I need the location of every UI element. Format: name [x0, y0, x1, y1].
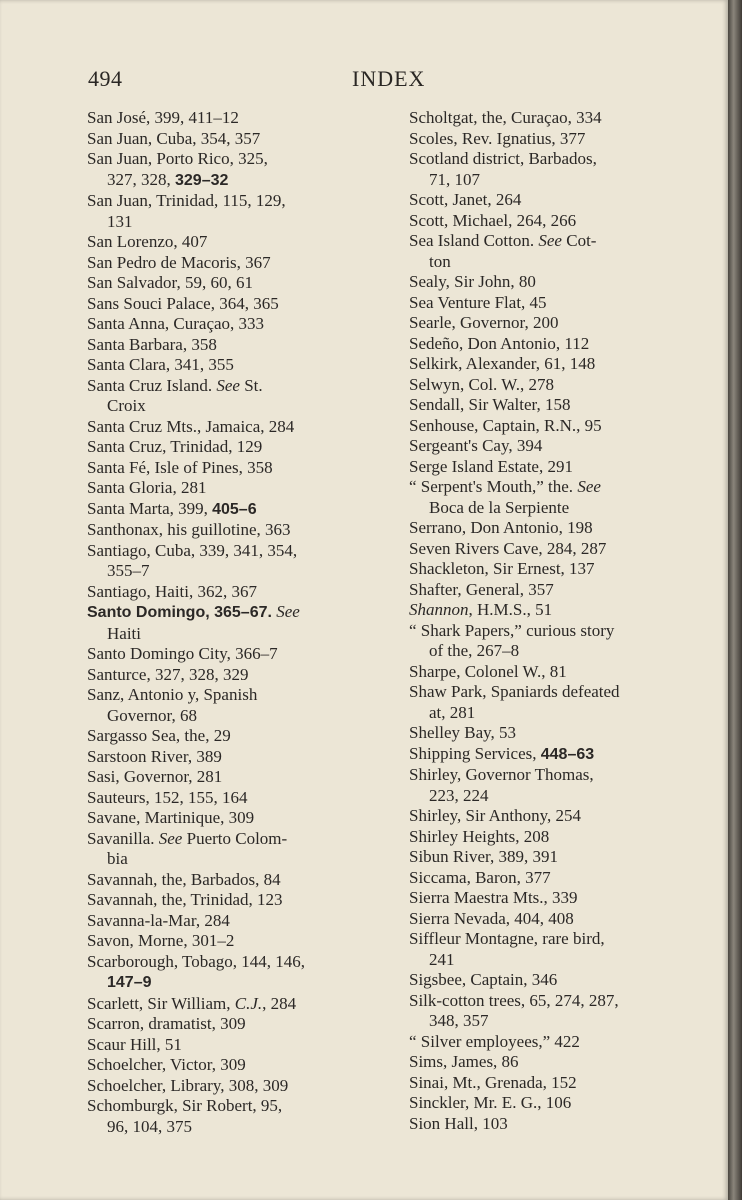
index-entry-line: San Juan, Cuba, 354, 357: [87, 128, 261, 148]
index-entry-line: Shafter, General, 357: [409, 579, 554, 599]
index-entry-line: Schoelcher, Library, 308, 309: [87, 1075, 289, 1095]
index-entry-continuation: at, 281: [429, 702, 476, 722]
index-entry-line: Santa Anna, Curaçao, 333: [87, 314, 265, 333]
index-entry-line: Scarron, dramatist, 309: [87, 1014, 246, 1033]
index-entry-line: Siffleur Montagne, rare bird,: [409, 929, 605, 948]
index-entry-line: Savannah, the, Barbados, 84: [87, 869, 281, 889]
index-entry: [409, 723, 701, 744]
index-entry: [87, 458, 379, 479]
index-entry-line: Sarstoon River, 389: [87, 746, 222, 766]
index-entry: [409, 395, 701, 416]
index-entry: [87, 499, 379, 521]
index-entry-line: Scholtgat, the, Curaçao, 334: [409, 108, 602, 127]
index-entry-continuation: bia: [107, 849, 128, 868]
index-entry: [87, 478, 379, 499]
index-entry-line: Sharpe, Colonel W., 81: [409, 661, 567, 681]
index-entry-line: Shackleton, Sir Ernest, 137: [409, 559, 595, 578]
index-column-right: [409, 108, 701, 1134]
index-entry-line: Savane, Martinique, 309: [87, 808, 255, 827]
index-entry-line: Sendall, Sir Walter, 158: [409, 395, 571, 414]
index-entry-continuation: 96, 104, 375: [107, 1116, 192, 1136]
index-entry-line: Santa Cruz, Trinidad, 129: [87, 437, 263, 456]
index-entry: [87, 767, 379, 788]
index-entry: [409, 806, 701, 827]
index-entry: [409, 765, 701, 806]
index-entry-line: Sierra Nevada, 404, 408: [409, 908, 574, 928]
index-entry: [87, 1076, 379, 1097]
index-entry: [409, 477, 701, 518]
index-entry-line: Seven Rivers Cave, 284, 287: [409, 538, 607, 558]
index-entry: [409, 682, 701, 723]
index-entry: [87, 314, 379, 335]
index-column-left: [87, 108, 379, 1137]
index-entry: [87, 665, 379, 686]
index-entry-line: Santo Domingo, 365–67. See: [87, 602, 300, 621]
index-entry-line: Scotland district, Barbados,: [409, 149, 597, 168]
index-entry: [409, 293, 701, 314]
index-entry-line: Santiago, Cuba, 339, 341, 354,: [87, 540, 298, 560]
index-entry: [87, 1055, 379, 1076]
index-entry: [409, 991, 701, 1032]
index-entry-line: Serge Island Estate, 291: [409, 456, 573, 476]
index-entry-continuation: 147–9: [107, 974, 152, 991]
index-entry-line: Sans Souci Palace, 364, 365: [87, 293, 279, 313]
index-entry-line: Savannah, the, Trinidad, 123: [87, 890, 283, 909]
index-entry: [87, 232, 379, 253]
index-entry: [409, 744, 701, 766]
index-entry-line: Santurce, 327, 328, 329: [87, 664, 249, 684]
index-entry: [409, 539, 701, 560]
book-spine-edge: [728, 0, 742, 1200]
index-entry-line: Scott, Janet, 264: [409, 190, 522, 209]
index-entry-line: Sibun River, 389, 391: [409, 847, 559, 866]
index-entry: [87, 149, 379, 191]
index-entry: [87, 1096, 379, 1137]
index-entry-continuation: Governor, 68: [107, 705, 197, 725]
index-entry: [409, 1093, 701, 1114]
index-entry-line: Sasi, Governor, 281: [87, 767, 223, 786]
index-entry: [87, 541, 379, 582]
index-entry-line: Sigsbee, Captain, 346: [409, 970, 558, 989]
index-entry: [87, 602, 379, 644]
index-entry-line: Scarborough, Tobago, 144, 146,: [87, 951, 306, 971]
index-entry: [87, 808, 379, 829]
index-entry-line: Santa Cruz Mts., Jamaica, 284: [87, 416, 295, 436]
index-entry: [409, 129, 701, 150]
index-entry: [87, 191, 379, 232]
index-entry: [87, 685, 379, 726]
index-entry: [409, 827, 701, 848]
index-entry-line: Silk-cotton trees, 65, 274, 287,: [409, 990, 619, 1010]
index-entry-continuation: 327, 328, 329–32: [107, 169, 229, 189]
index-entry-line: Santa Clara, 341, 355: [87, 355, 234, 374]
index-entry-line: Scoles, Rev. Ignatius, 377: [409, 128, 586, 148]
index-entry-line: Sierra Maestra Mts., 339: [409, 888, 578, 907]
index-entry: [409, 375, 701, 396]
page-header: [88, 66, 703, 96]
index-entry-continuation: 71, 107: [429, 169, 480, 189]
index-entry-line: Shipping Services, 448–63: [409, 743, 595, 763]
index-entry-line: Sinai, Mt., Grenada, 152: [409, 1072, 577, 1092]
index-entry: [87, 355, 379, 376]
index-entry-line: Sinckler, Mr. E. G., 106: [409, 1093, 572, 1112]
index-entry-continuation: Boca de la Serpiente: [429, 497, 570, 517]
index-entry: [409, 416, 701, 437]
index-entry: [87, 376, 379, 417]
index-entry-line: Searle, Governor, 200: [409, 313, 559, 332]
index-entry-line: Scott, Michael, 264, 266: [409, 210, 577, 230]
index-entry-line: Shannon, H.M.S., 51: [409, 600, 553, 619]
index-entry: [87, 129, 379, 150]
index-entry: [87, 1035, 379, 1056]
index-entry-line: Sea Venture Flat, 45: [409, 292, 547, 312]
index-entry-line: Sergeant's Cay, 394: [409, 436, 543, 455]
index-entry-line: Santa Gloria, 281: [87, 478, 207, 497]
index-entry-line: Selwyn, Col. W., 278: [409, 374, 554, 394]
index-entry: [409, 559, 701, 580]
index-entry-continuation: 355–7: [107, 561, 150, 580]
index-entry-line: Sealy, Sir John, 80: [409, 272, 536, 291]
index-entry: [87, 911, 379, 932]
index-entry-line: Sanz, Antonio y, Spanish: [87, 685, 258, 704]
index-entry: [87, 931, 379, 952]
index-entry: [87, 273, 379, 294]
page-number: 494: [88, 66, 123, 91]
index-entry: [409, 211, 701, 232]
index-entry: [409, 1114, 701, 1135]
index-entry: [409, 231, 701, 272]
index-entry-continuation: of the, 267–8: [429, 641, 520, 660]
index-entry-line: Sims, James, 86: [409, 1052, 519, 1071]
index-entry-line: “ Shark Papers,” curious story: [409, 620, 615, 640]
index-entry: [409, 334, 701, 355]
index-entry-line: Sea Island Cotton. See Cot-: [409, 231, 597, 250]
index-entry: [409, 662, 701, 683]
index-entry: [409, 518, 701, 539]
index-entry-line: “ Silver employees,” 422: [409, 1031, 580, 1051]
index-entry-line: Serrano, Don Antonio, 198: [409, 518, 593, 537]
index-entry: [87, 644, 379, 665]
index-entry: [409, 457, 701, 478]
index-entry: [409, 108, 701, 129]
index-entry: [409, 888, 701, 909]
index-entry: [409, 1052, 701, 1073]
index-entry: [87, 437, 379, 458]
index-entry-line: Siccama, Baron, 377: [409, 867, 551, 887]
index-entry: [409, 970, 701, 991]
index-entry: [87, 890, 379, 911]
index-entry: [87, 520, 379, 541]
index-entry: [87, 747, 379, 768]
index-entry-line: Santa Cruz Island. See St.: [87, 375, 263, 395]
index-entry: [87, 952, 379, 994]
index-entry-line: Schomburgk, Sir Robert, 95,: [87, 1096, 283, 1115]
index-entry-line: San Salvador, 59, 60, 61: [87, 273, 253, 292]
index-entry: [409, 1073, 701, 1094]
index-entry: [87, 582, 379, 603]
index-entry: [409, 580, 701, 601]
index-entry-line: Sargasso Sea, the, 29: [87, 726, 231, 745]
index-entry-continuation: ton: [429, 251, 451, 271]
index-entry: [87, 994, 379, 1015]
index-entry-continuation: 223, 224: [429, 785, 489, 805]
index-entry-line: San Pedro de Macoris, 367: [87, 252, 271, 272]
index-entry: [409, 272, 701, 293]
index-entry-line: San José, 399, 411–12: [87, 108, 239, 127]
index-entry: [409, 868, 701, 889]
index-entry: [87, 829, 379, 870]
index-entry-line: Sauteurs, 152, 155, 164: [87, 787, 248, 807]
page-title: INDEX: [352, 66, 426, 91]
index-entry: [87, 870, 379, 891]
index-entry-line: Selkirk, Alexander, 61, 148: [409, 354, 596, 373]
index-entry: [409, 149, 701, 190]
index-entry: [87, 788, 379, 809]
index-entry-line: Savanna-la-Mar, 284: [87, 910, 230, 930]
index-entry: [87, 108, 379, 129]
index-entry-continuation: 241: [429, 949, 455, 969]
index-entry-line: Savon, Morne, 301–2: [87, 931, 235, 950]
index-entry: [409, 313, 701, 334]
index-entry-line: San Juan, Trinidad, 115, 129,: [87, 191, 286, 210]
index-entry: [87, 417, 379, 438]
index-entry: [87, 294, 379, 315]
index-entry-continuation: 131: [107, 211, 133, 231]
index-entry: [409, 909, 701, 930]
index-entry-line: Shirley Heights, 208: [409, 826, 550, 846]
index-entry: [409, 847, 701, 868]
index-entry: [409, 600, 701, 621]
index-entry: [87, 726, 379, 747]
index-entry: [409, 1032, 701, 1053]
index-entry-line: Santa Marta, 399, 405–6: [87, 498, 257, 518]
index-entry-line: Savanilla. See Puerto Colom-: [87, 828, 288, 848]
index-entry-line: Santa Barbara, 358: [87, 334, 217, 354]
index-entry: [87, 1014, 379, 1035]
index-entry-line: Sion Hall, 103: [409, 1113, 508, 1133]
index-entry-line: Shaw Park, Spaniards defeated: [409, 682, 620, 701]
index-entry-line: Santiago, Haiti, 362, 367: [87, 581, 257, 601]
index-entry: [409, 354, 701, 375]
index-entry: [409, 436, 701, 457]
index-entry-line: San Juan, Porto Rico, 325,: [87, 149, 268, 168]
index-entry-line: Santhonax, his guillotine, 363: [87, 520, 291, 539]
index-entry-continuation: Croix: [107, 396, 146, 415]
index-entry-line: Shirley, Governor Thomas,: [409, 765, 594, 784]
index-entry-line: Shirley, Sir Anthony, 254: [409, 806, 582, 825]
index-entry-continuation: 348, 357: [429, 1011, 489, 1030]
index-entry-line: Santa Fé, Isle of Pines, 358: [87, 457, 273, 477]
index-entry-line: Scarlett, Sir William, C.J., 284: [87, 993, 297, 1013]
index-entry-line: “ Serpent's Mouth,” the. See: [409, 477, 601, 496]
index-entry: [409, 929, 701, 970]
index-entry-line: Senhouse, Captain, R.N., 95: [409, 415, 602, 435]
index-entry-line: Sedeño, Don Antonio, 112: [409, 333, 590, 353]
index-entry-line: San Lorenzo, 407: [87, 232, 208, 251]
index-entry: [87, 253, 379, 274]
index-entry: [87, 335, 379, 356]
index-entry-line: Shelley Bay, 53: [409, 723, 517, 742]
index-entry-continuation: Haiti: [107, 623, 141, 643]
index-entry-line: Schoelcher, Victor, 309: [87, 1055, 246, 1074]
index-entry-line: Scaur Hill, 51: [87, 1034, 182, 1054]
index-entry: [409, 621, 701, 662]
index-entry-line: Santo Domingo City, 366–7: [87, 644, 278, 663]
index-entry: [409, 190, 701, 211]
